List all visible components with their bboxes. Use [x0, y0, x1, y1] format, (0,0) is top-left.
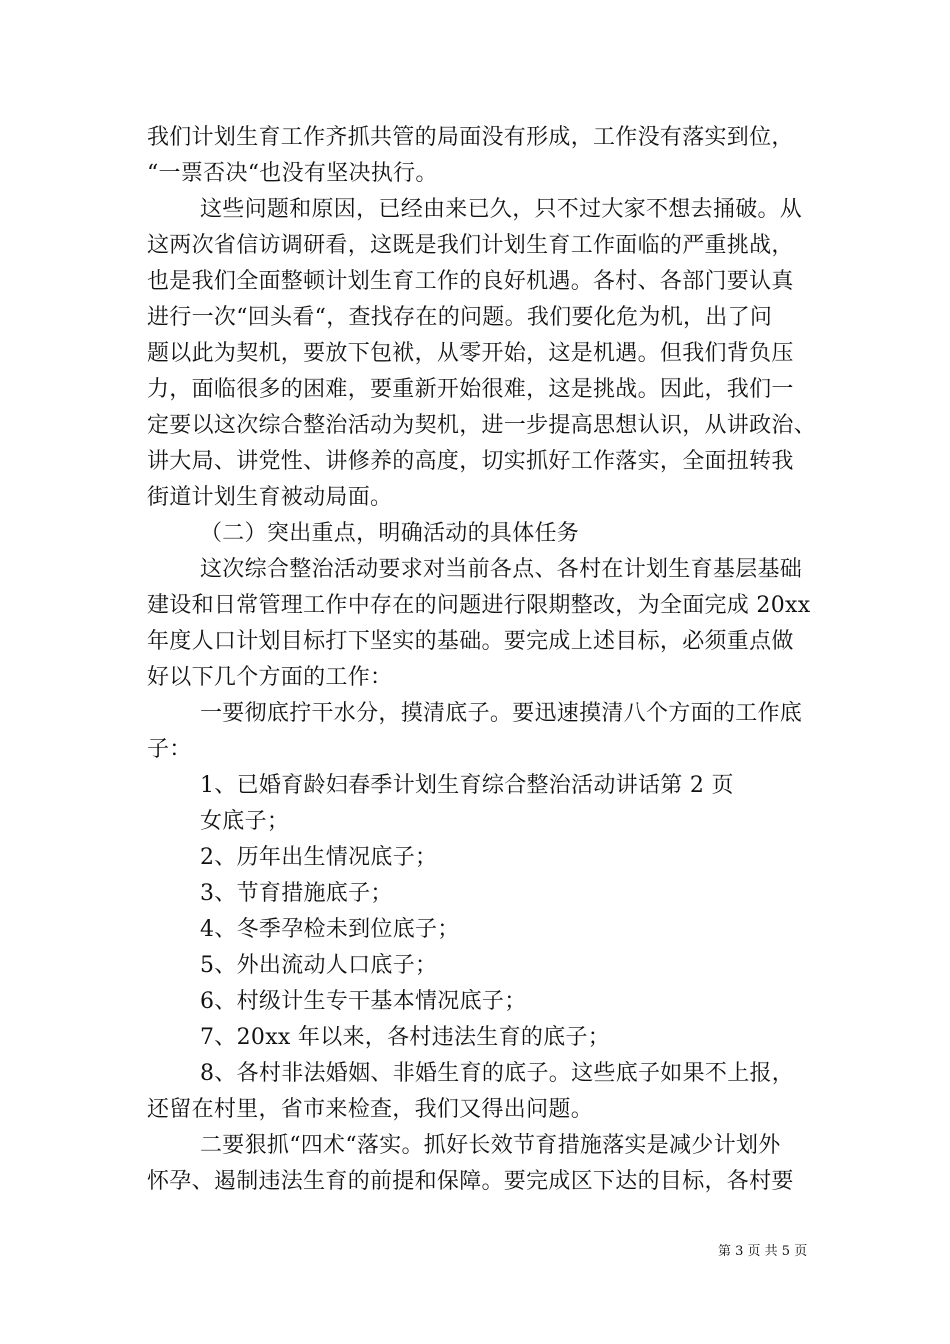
text-line: 二要狠抓“四术“落实。抓好长效节育措施落实是减少计划外 — [200, 1133, 781, 1158]
list-item: 3、节育措施底子； — [200, 881, 393, 906]
list-item: 女底子； — [200, 809, 290, 834]
text-line: 一要彻底拧干水分，摸清底子。要迅速摸清八个方面的工作底 — [200, 701, 803, 726]
text-line: “一票否决“也没有坚决执行。 — [147, 161, 438, 186]
text-line: 子： — [147, 737, 192, 762]
text-line: 我们计划生育工作齐抓共管的局面没有形成，工作没有落实到位， — [147, 125, 794, 150]
page-number: 第 3 页 共 5 页 — [718, 1244, 808, 1259]
text-line: 街道计划生育被动局面。 — [147, 485, 393, 510]
text-line: 年度人口计划目标打下坚实的基础。要完成上述目标，必须重点做 — [147, 629, 794, 654]
list-item: 7、20xx 年以来，各村违法生育的底子； — [200, 1025, 611, 1050]
text-line: 定要以这次综合整治活动为契机，进一步提高思想认识，从讲政治、 — [147, 413, 817, 438]
text-line: 怀孕、遏制违法生育的前提和保障。要完成区下达的目标，各村要 — [147, 1169, 794, 1194]
text-line: 建设和日常管理工作中存在的问题进行限期整改，为全面完成 20xx — [147, 593, 811, 618]
list-item: 4、冬季孕检未到位底子； — [200, 917, 460, 942]
list-item: 1、已婚育龄妇春季计划生育综合整治活动讲话第 2 页 — [200, 773, 734, 798]
text-line: 讲大局、讲党性、讲修养的高度，切实抓好工作落实，全面扭转我 — [147, 449, 794, 474]
text-line: 还留在村里，省市来检查，我们又得出问题。 — [147, 1097, 594, 1122]
text-line: 这两次省信访调研看，这既是我们计划生育工作面临的严重挑战， — [147, 233, 794, 258]
list-item: 5、外出流动人口底子； — [200, 953, 438, 978]
text-line: 好以下几个方面的工作： — [147, 665, 393, 690]
text-line: 也是我们全面整顿计划生育工作的良好机遇。各村、各部门要认真 — [147, 269, 794, 294]
text-line: 题以此为契机，要放下包袱，从零开始，这是机遇。但我们背负压 — [147, 341, 794, 366]
text-line: 这些问题和原因，已经由来已久，只不过大家不想去捅破。从 — [200, 197, 803, 222]
text-line: 力，面临很多的困难，要重新开始很难，这是挑战。因此，我们一 — [147, 377, 794, 402]
section-heading: （二）突出重点，明确活动的具体任务 — [200, 521, 580, 546]
list-item: 8、各村非法婚姻、非婚生育的底子。这些底子如果不上报， — [200, 1061, 795, 1086]
list-item: 2、历年出生情况底子； — [200, 845, 438, 870]
list-item: 6、村级计生专干基本情况底子； — [200, 989, 527, 1014]
text-line: 进行一次“回头看“，查找存在的问题。我们要化危为机，出了问 — [147, 305, 773, 330]
text-line: 这次综合整治活动要求对当前各点、各村在计划生育基层基础 — [200, 557, 803, 582]
